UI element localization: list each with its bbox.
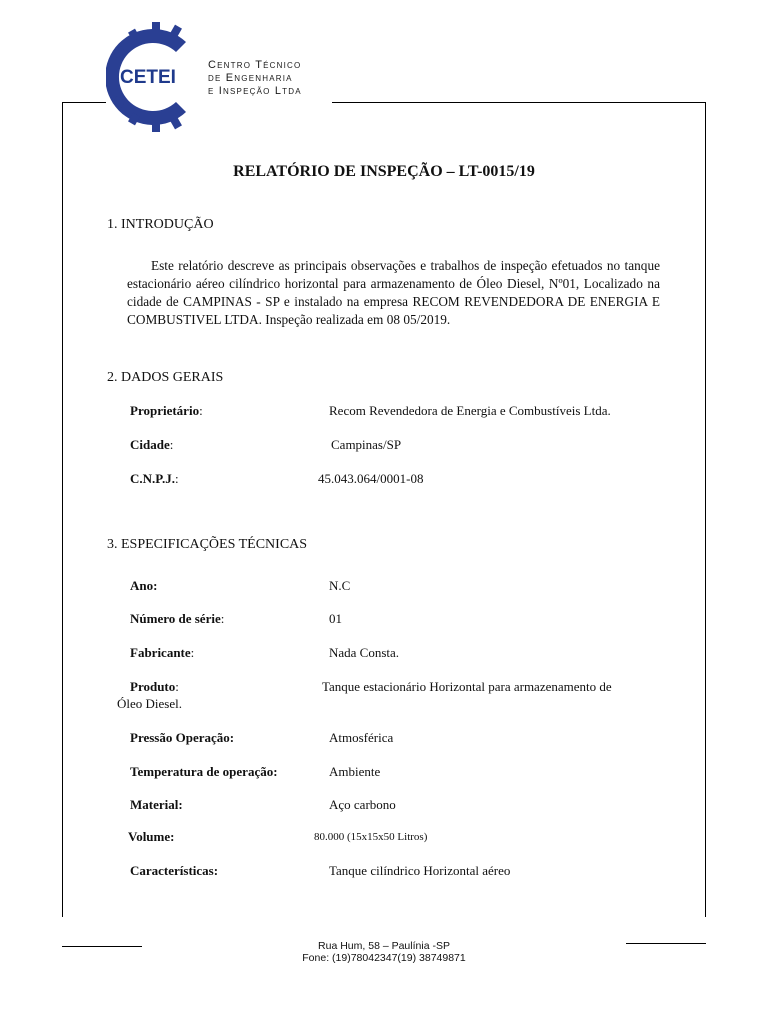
temperature-label: Temperatura de operação:	[130, 764, 278, 779]
city-value: Campinas/SP	[331, 437, 402, 452]
company-line-2: de Engenharia	[208, 72, 293, 84]
section3-heading: 3. ESPECIFICAÇÕES TÉCNICAS	[107, 537, 308, 552]
intro-paragraph: Este relatório descreve as principais observações e trabalhos de inspeção efetuados no tanque estacionário aéreo cilíndrico horizontal para armazenamento de Óleo Diesel, Nº01, Localizado na cidade de CAMPINAS - SP e instalado na empresa RECOM REVENDEDORA DE ENERGIA E COMBUSTIVEL LTDA. Inspeção realizada em 08 05/2019.	[127, 258, 660, 327]
characteristics-label: Características:	[130, 863, 219, 878]
year-value: N.C	[329, 578, 351, 593]
cnpj-label: C.N.P.J.:	[130, 471, 179, 486]
frame-right-line	[705, 102, 706, 917]
footer-phone: Fone: (19)78042347(19) 38749871	[302, 952, 466, 964]
report-title: RELATÓRIO DE INSPEÇÃO – LT-0015/19	[233, 163, 535, 180]
product-label: Produto:	[130, 679, 179, 694]
svg-text:CETEI: CETEI	[120, 67, 176, 88]
volume-label: Volume:	[128, 829, 175, 844]
product-value: Tanque estacionário Horizontal para armazenamento de	[322, 679, 612, 694]
frame-top-left-line	[62, 102, 106, 103]
serial-label: Número de série:	[130, 611, 225, 626]
section1-heading: 1. INTRODUÇÃO	[107, 217, 214, 232]
manufacturer-label: Fabricante:	[130, 645, 195, 660]
company-name	[208, 59, 302, 98]
pressure-value: Atmosférica	[329, 730, 394, 745]
manufacturer-value: Nada Consta.	[329, 645, 400, 660]
characteristics-value: Tanque cilíndrico Horizontal aéreo	[329, 863, 511, 878]
frame-top-right-line	[328, 102, 706, 103]
volume-value: 80.000 (15x15x50 Litros)	[314, 831, 428, 843]
cnpj-value: 45.043.064/0001-08	[318, 471, 424, 486]
owner-value: Recom Revendedora de Energia e Combustíveis Ltda.	[329, 403, 611, 418]
footer-address: Rua Hum, 58 – Paulínia -SP	[318, 940, 450, 952]
company-line-3: e Inspeção Ltda	[208, 85, 302, 97]
material-label: Material:	[130, 797, 183, 812]
city-label: Cidade:	[130, 437, 174, 452]
owner-label: Proprietário:	[130, 403, 203, 418]
pressure-label: Pressão Operação:	[130, 730, 235, 745]
company-line-1: Centro Técnico	[208, 59, 302, 71]
section2-heading: 2. DADOS GERAIS	[107, 370, 224, 385]
material-value: Aço carbono	[329, 797, 396, 812]
frame-left-line	[62, 102, 63, 917]
temperature-value: Ambiente	[329, 764, 381, 779]
product-value-cont: Óleo Diesel.	[117, 696, 182, 711]
year-label: Ano:	[130, 578, 158, 593]
serial-value: 01	[329, 611, 342, 626]
gear-c-icon	[106, 20, 206, 134]
